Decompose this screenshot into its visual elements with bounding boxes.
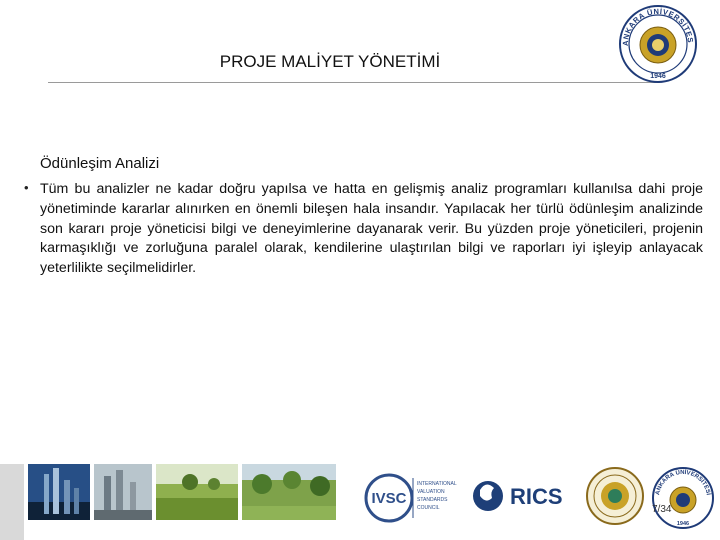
- ivsc-caption-line: INTERNATIONAL: [417, 481, 457, 487]
- logo-year: 1946: [650, 73, 666, 80]
- logo-ring-text: ANKARA ÜNİVERSİTES: [620, 6, 696, 47]
- rics-logo: [473, 481, 563, 511]
- title-divider: [48, 82, 660, 83]
- footer-band: [0, 464, 720, 540]
- seal-ring-text: ANKARA ÜNİVERSİTESİ: [655, 469, 711, 496]
- towers-photo: [94, 464, 152, 520]
- bullet-marker: •: [24, 180, 29, 195]
- seal-year: 1946: [676, 521, 690, 527]
- gold-seal: [587, 468, 643, 524]
- ivsc-logo: [360, 468, 460, 536]
- ivsc-caption-line: STANDARDS: [417, 497, 448, 503]
- slide-number: 7/34: [652, 504, 672, 515]
- subheading: Ödünleşim Analizi: [40, 155, 160, 172]
- park-photo: [242, 464, 336, 520]
- ankara-university-logo: [618, 4, 698, 84]
- body-paragraph: Tüm bu analizler ne kadar doğru yapılsa ve hatta en gelişmiş analiz programları kullanılsa dahi proje yönetiminde kararlar alınırken en önemli bileşen hala insandır. Yapılacak her türlü ödünleşim analizinde son kararı proje yöneticisi bilgi ve deneyimlerine dayanarak verir. Bu yüzden proje yöneticileri, projenin karmaşıklığı ve zorluğuna paralel olarak, kendilerine ulaştırılan bilgi ve raporları iyi işleyip anlayacak yeterlilikte seçilmelidirler.: [40, 181, 703, 277]
- ivsc-caption-line: COUNCIL: [417, 505, 440, 511]
- ivsc-caption-line: VALUATION: [417, 489, 445, 495]
- city-dusk-photo: [28, 464, 90, 520]
- ivsc-text: IVSC: [371, 490, 407, 507]
- slide-title: PROJE MALİYET YÖNETİMİ: [219, 52, 441, 71]
- ankara-seal: [653, 468, 713, 528]
- green-field-photo: [156, 464, 238, 520]
- rics-text: RICS: [510, 484, 563, 509]
